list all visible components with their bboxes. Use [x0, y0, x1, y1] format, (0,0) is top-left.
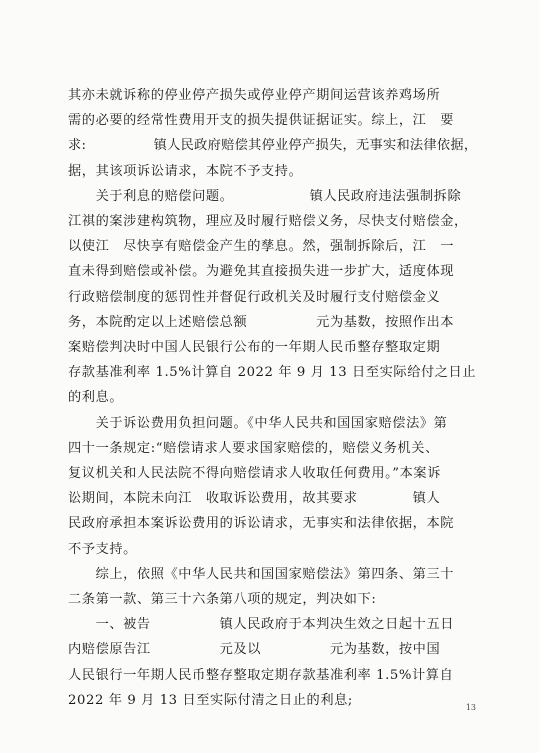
text-line: 人民银行一年期人民币整存整取定期存款基准利率 1.5%计算自 [68, 667, 454, 683]
text-line: 行政赔偿制度的惩罚性并督促行政机关及时履行支付赔偿金义 [68, 289, 441, 305]
text-line: 求: 镇人民政府赔偿其停业停产损失，无事实和法律依据， [68, 138, 478, 154]
text-line: 民政府承担本案诉讼费用的诉讼请求，无事实和法律依据，本院 [68, 516, 455, 532]
text-line: 江祺的案涉建构筑物，理应及时履行赔偿义务，尽快支付赔偿金， [68, 214, 468, 229]
text-line: 存款基准利率 1.5%计算自 2022 年 9 月 13 日至实际给付之日止 [68, 365, 477, 381]
text-line: 讼期间，本院未向江 收取诉讼费用，故其要求 镇人 [68, 491, 441, 507]
text-line: 二条第一款、第三十六条第八项的规定，判决如下: [68, 592, 377, 607]
text-line: 据，其该项诉讼请求，本院不予支持。 [68, 163, 303, 179]
text-line: 直未得到赔偿或补偿。为避免其直接损失进一步扩大，适度体现 [68, 264, 455, 280]
text-line: 关于诉讼费用负担问题。《中华人民共和国国家赔偿法》第 [68, 415, 448, 431]
page-number: 13 [465, 703, 476, 712]
text-line: 2022 年 9 月 13 日至实际付清之日止的利息; [68, 692, 353, 708]
text-line: 的利息。 [68, 390, 124, 406]
text-line: 其亦未就诉称的停业停产损失或停业停产期间运营该养鸡场所 [68, 88, 441, 103]
text-line: 以使江 尽快享有赔偿金产生的孳息。然，强制拆除后，江 一 [68, 239, 455, 255]
text-line: 案赔偿判决时中国人民银行公布的一年期人民币整存整取定期 [68, 340, 441, 355]
text-line: 关于利息的赔偿问题。 镇人民政府违法强制拆除 [68, 188, 462, 204]
text-line: 不予支持。 [68, 541, 137, 557]
text-line: 内赔偿原告江 元及以 元为基数，按中国 [68, 642, 441, 658]
text-line: 复议机关和人民法院不得向赔偿请求人收取任何费用。”本案诉 [68, 466, 442, 481]
text-line: 综上，依照《中华人民共和国国家赔偿法》第四条、第三十 [68, 566, 455, 582]
text-line: 四十一条规定:“赔偿请求人要求国家赔偿的，赔偿义务机关、 [68, 440, 439, 456]
text-line: 需的必要的经常性费用开支的损失提供证据证实。综上，江 要 [68, 113, 455, 129]
text-line: 一、被告 镇人民政府于本判决生效之日起十五日 [68, 617, 455, 633]
text-line: 务，本院酌定以上述赔偿总额 元为基数，按照作出本 [68, 314, 455, 330]
